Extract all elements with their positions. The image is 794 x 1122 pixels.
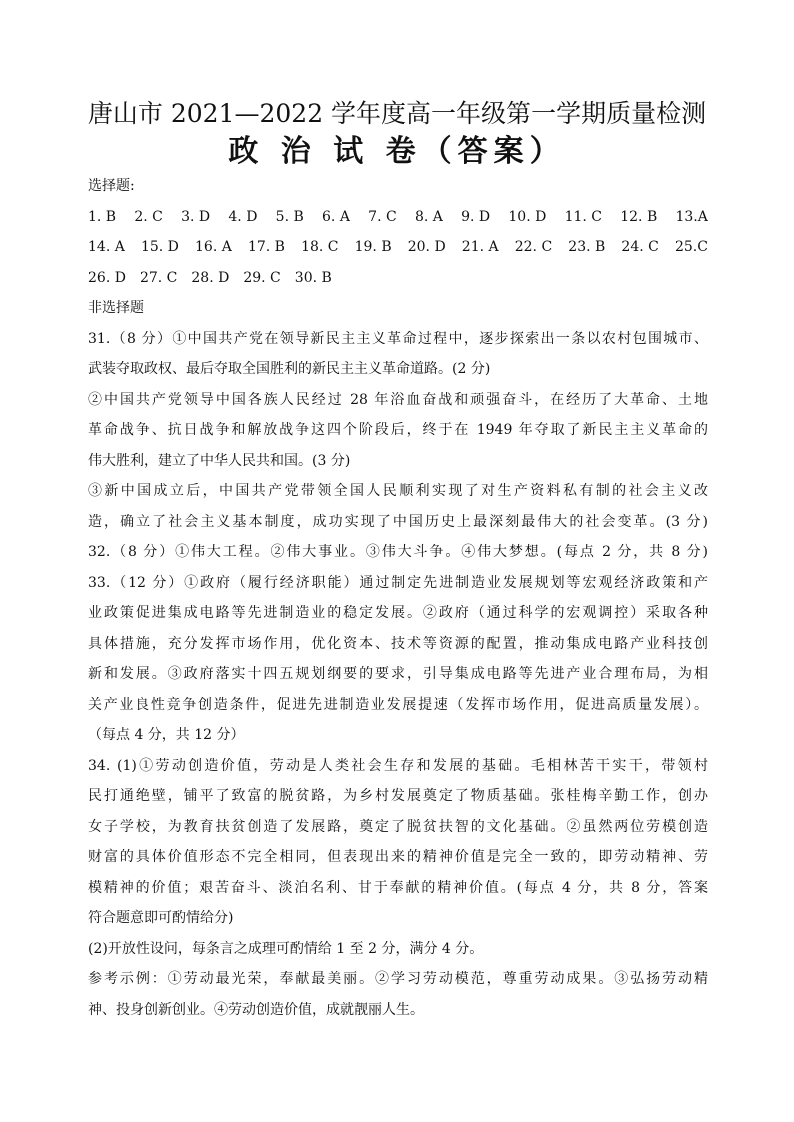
choice-answer: 30. B bbox=[294, 269, 332, 286]
choice-answer: 16. A bbox=[195, 239, 232, 255]
answer-line: 新和发展。③政府落实十四五规划纲要的要求，引导集成电路等先进产业合理布局，为相 bbox=[88, 666, 708, 682]
choice-answer: 15. D bbox=[140, 239, 179, 255]
choice-answer: 6. A bbox=[322, 208, 350, 225]
answer-line: 武装夺取政权、最后夺取全国胜利的新民主主义革命道路。(2 分) bbox=[88, 361, 491, 377]
answer-line: 具体措施，充分发挥市场作用，优化资本、技术等资源的配置，推动集成电路产业科技创 bbox=[88, 635, 708, 652]
choice-answer: 14. A bbox=[88, 239, 125, 255]
choice-answers-row-1 bbox=[88, 202, 708, 233]
choice-answer: 13.A bbox=[675, 208, 708, 225]
answer-line: ②中国共产党领导中国各族人民经过 28 年浴血奋战和顽强奋斗，在经历了大革命、土地 bbox=[88, 391, 708, 408]
choice-answer: 3. D bbox=[181, 208, 211, 225]
choice-answer: 2. C bbox=[134, 208, 163, 225]
answer-line: 32.（8 分）①伟大工程。②伟大事业。③伟大斗争。④伟大梦想。(每点 2 分，共 8 分) bbox=[88, 544, 708, 560]
answer-line: 造，确立了社会主义基本制度，成功实现了中国历史上最深刻最伟大的社会变革。(3 分) bbox=[88, 513, 708, 530]
nonchoice-section-label: 非选择题 bbox=[88, 300, 144, 316]
nonchoice-answers bbox=[88, 324, 708, 1026]
choice-answer: 26. D bbox=[88, 269, 126, 286]
choice-answers-row-2 bbox=[88, 232, 708, 263]
answer-line: 神、投身创新创业。④劳动创造价值，成就靓丽人生。 bbox=[88, 1001, 424, 1018]
choice-answer: 11. C bbox=[564, 208, 602, 225]
choice-answer: 10. D bbox=[508, 208, 547, 225]
choice-answer: 7. C bbox=[368, 208, 397, 225]
answer-line: ③新中国成立后，中国共产党带领全国人民顺利实现了对生产资料私有制的社会主义改 bbox=[88, 483, 708, 499]
choice-answer: 23. B bbox=[568, 239, 606, 255]
answer-line: 财富的具体价值形态不完全相同，但表现出来的精神价值是完全一致的，即劳动精神、劳 bbox=[88, 849, 708, 865]
answer-line: 民打通绝壁，铺平了致富的脱贫路，为乡村发展奠定了物质基础。张桂梅辛勤工作，创办 bbox=[88, 788, 708, 804]
choice-answer: 19. B bbox=[354, 239, 392, 255]
choice-answers-row-3 bbox=[88, 263, 708, 294]
choice-answer: 5. B bbox=[275, 208, 304, 225]
choice-answer: 22. C bbox=[514, 239, 553, 255]
answer-line: 革命战争、抗日战争和解放战争这四个阶段后，终于在 1949 年夺取了新民主主义革命的 bbox=[88, 422, 708, 438]
answer-line: 34. (1)①劳动创造价值，劳动是人类社会生存和发展的基础。毛相林苦干实干，带领村 bbox=[88, 757, 708, 774]
choice-answer: 18. C bbox=[301, 239, 339, 255]
choice-answer: 29. C bbox=[243, 269, 281, 286]
choice-answer: 17. B bbox=[247, 239, 285, 255]
answer-line: 模精神的价值；艰苦奋斗、淡泊名利、甘于奉献的精神价值。(每点 4 分，共 8 分，答案 bbox=[88, 879, 708, 896]
choice-answer: 21. A bbox=[461, 239, 499, 255]
answer-line: (2)开放性设问，每条言之成理可酌情给 1 至 2 分，满分 4 分。 bbox=[88, 940, 484, 957]
choice-answer: 24. C bbox=[621, 239, 659, 255]
choice-answer: 8. A bbox=[414, 208, 443, 225]
answer-line: 31.（8 分）①中国共产党在领导新民主主义革命过程中，逐步探索出一条以农村包围城市、 bbox=[88, 330, 708, 347]
choice-answer: 20. D bbox=[407, 239, 446, 255]
answer-line: 伟大胜利，建立了中华人民共和国。(3 分) bbox=[88, 452, 351, 469]
answer-line: 关产业良性竞争创造条件，促进先进制造业发展提速（发挥市场作用，促进高质量发展）。 bbox=[88, 696, 708, 713]
choice-answer: 25.C bbox=[674, 239, 708, 255]
answer-line: 33.（12 分）①政府（履行经济职能）通过制定先进制造业发展规划等宏观经济政策和产 bbox=[88, 574, 708, 591]
choice-answer: 1. B bbox=[88, 208, 117, 225]
choice-section-label: 选择题: bbox=[88, 178, 135, 194]
answer-line: 女子学校，为教育扶贫创造了发展路，奠定了脱贫扶智的文化基础。②虽然两位劳模创造 bbox=[88, 818, 708, 835]
choice-answer: 12. B bbox=[620, 208, 658, 225]
answer-line: （每点 4 分，共 12 分） bbox=[88, 727, 245, 743]
exam-subtitle: 政 治 试 卷（答案） bbox=[228, 134, 566, 169]
choice-answer: 27. C bbox=[139, 269, 178, 286]
choice-answer: 9. D bbox=[461, 208, 491, 225]
answer-content bbox=[88, 171, 708, 1025]
answer-line: 参考示例：①劳动最光荣，奉献最美丽。②学习劳动模范，尊重劳动成果。③弘扬劳动精 bbox=[88, 971, 708, 987]
exam-title: 唐山市 2021—2022 学年度高一年级第一学期质量检测 bbox=[87, 99, 707, 128]
answer-line: 符合题意即可酌情给分) bbox=[88, 910, 234, 926]
choice-answer: 28. D bbox=[191, 269, 230, 286]
answer-line: 业政策促进集成电路等先进制造业的稳定发展。②政府（通过科学的宏观调控）采取各种 bbox=[88, 605, 708, 621]
choice-answer: 4. D bbox=[228, 208, 258, 225]
